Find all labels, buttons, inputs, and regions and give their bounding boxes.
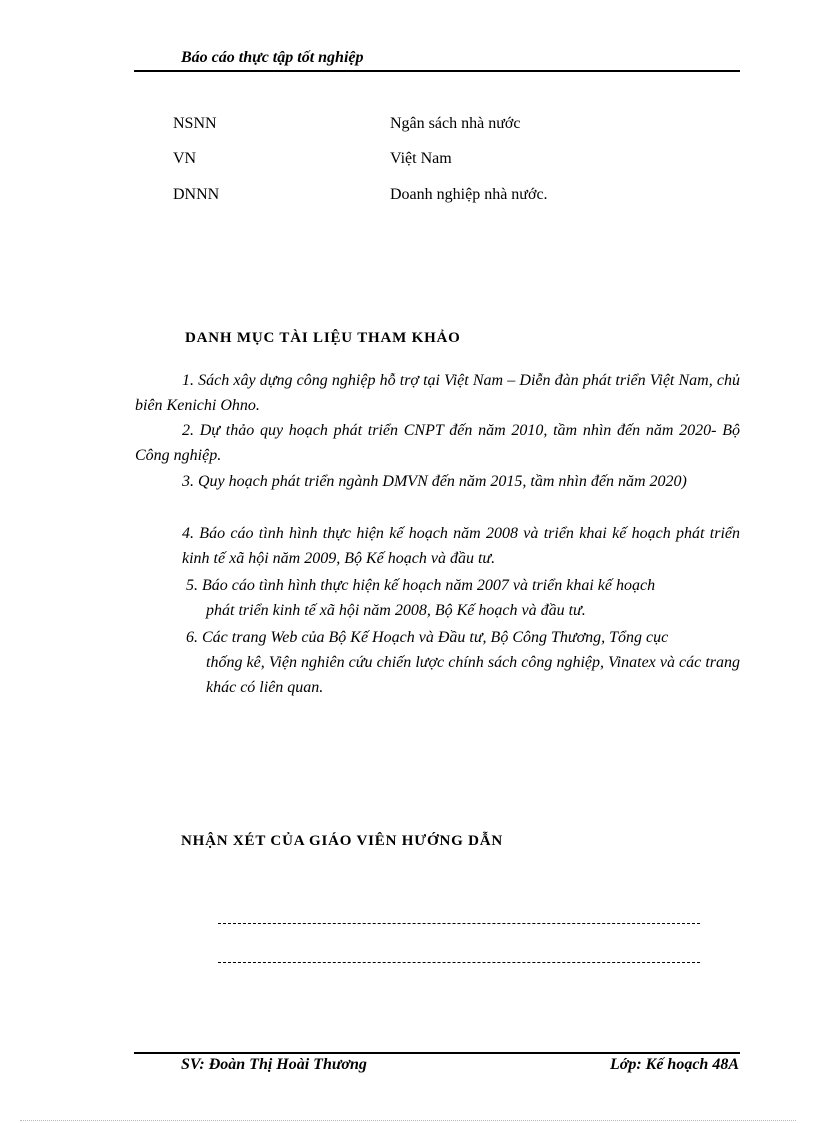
comment-line: [218, 962, 700, 963]
reference-item: 2. Dự thảo quy hoạch phát triển CNPT đến năm 2010, tầm nhìn đến năm 2020- Bộ Công nghiệp.: [135, 422, 740, 464]
abbreviation-meaning: Doanh nghiệp nhà nước.: [390, 186, 548, 203]
abbreviation-code: VN: [173, 150, 197, 167]
reference-item-line: 5. Báo cáo tình hình thực hiện kế hoạch năm 2007 và triển khai kế hoạch: [186, 577, 656, 594]
abbreviation-meaning: Việt Nam: [390, 150, 452, 167]
reference-item: 4. Báo cáo tình hình thực hiện kế hoạch năm 2008 và triển khai kế hoạch phát triển kinh tế xã hội năm 2009, Bộ Kế hoạch và đầu tư.: [182, 525, 740, 567]
reference-item: [186, 573, 740, 623]
footer-student: SV: Đoàn Thị Hoài Thương: [181, 1056, 367, 1073]
reference-item: 1. Sách xây dựng công nghiệp hỗ trợ tại Việt Nam – Diễn đàn phát triển Việt Nam, chủ biên Kenichi Ohno.: [135, 372, 740, 414]
reference-item-line: 6. Các trang Web của Bộ Kế Hoạch và Đầu tư, Bộ Công Thương, Tổng cục: [186, 629, 669, 646]
abbreviation-row: [0, 115, 816, 137]
abbreviation-row: [0, 186, 816, 208]
abbreviation-code: DNNN: [173, 186, 220, 203]
abbreviation-meaning: Ngân sách nhà nước: [390, 115, 521, 132]
reference-item: [186, 625, 740, 700]
page-bottom-edge: [20, 1120, 796, 1121]
page-header-title: Báo cáo thực tập tốt nghiệp: [181, 49, 364, 66]
comment-line: [218, 923, 700, 924]
abbreviation-row: [0, 150, 816, 172]
footer-divider: [134, 1052, 740, 1054]
reference-item-continuation: thống kê, Viện nghiên cứu chiến lược chính sách công nghiệp, Vinatex và các trang khác có liên quan.: [206, 654, 740, 696]
advisor-comment-heading: NHẬN XÉT CỦA GIÁO VIÊN HƯỚNG DẪN: [181, 833, 504, 849]
references-heading: DANH MỤC TÀI LIỆU THAM KHẢO: [185, 330, 461, 346]
reference-item: 3. Quy hoạch phát triển ngành DMVN đến năm 2015, tầm nhìn đến năm 2020): [182, 473, 687, 490]
header-divider: [134, 70, 740, 72]
reference-item-continuation: phát triển kinh tế xã hội năm 2008, Bộ Kế hoạch và đầu tư.: [206, 602, 586, 619]
footer-class: Lớp: Kế hoạch 48A: [609, 1056, 739, 1073]
abbreviation-code: NSNN: [173, 115, 217, 132]
